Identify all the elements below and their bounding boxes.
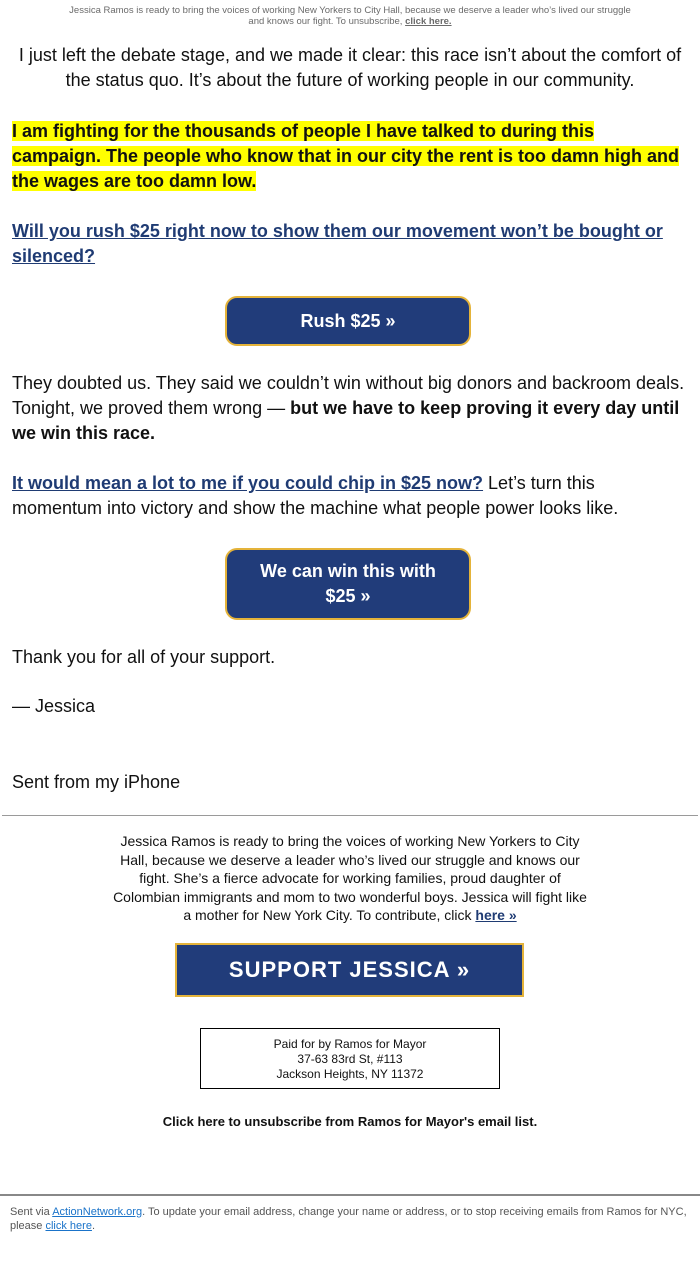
bottom-divider [0,1194,700,1196]
win-with-25-button[interactable]: We can win this with $25 » [225,548,471,620]
intro-paragraph: I just left the debate stage, and we made it clear: this race isn’t about the comfort of the status quo. It’s about the future of working people in our community. [18,45,682,90]
preheader [60,5,640,27]
ask-paragraph-1 [12,219,688,269]
ask-paragraph-2 [12,471,688,521]
divider [2,815,698,816]
rush-25-button[interactable]: Rush $25 » [225,296,471,346]
unsubscribe-row [0,1114,700,1129]
donate-link-rush-25[interactable]: Will you rush $25 right now to show them our movement won’t be bought or silenced? [12,221,663,266]
doubt-paragraph [12,371,688,446]
paid-for-box [200,1028,500,1089]
update-preferences-link[interactable]: click here [45,1220,92,1232]
thanks-text: Thank you for all of your support. [12,647,276,667]
address-line: 37-63 83rd St, #113 [297,1052,403,1066]
highlighted-text: I am fighting for the thousands of people I have talked to during this campaign. The people who know that in our city the rent is too damn high and the wages are too damn low. [12,121,680,191]
unsubscribe-link[interactable]: Click here to unsubscribe from Ramos for Mayor's email list. [162,1114,538,1129]
preheader-text: Jessica Ramos is ready to bring the voices of working New Yorkers to City Hall, because we deserve a leader who’s lived our struggle and knows our fight. To unsubscribe, [69,5,631,27]
actionnetwork-link[interactable]: ActionNetwork.org [52,1206,143,1218]
signoff-text: — Jessica [12,696,96,716]
contribute-here-link[interactable]: here » [475,907,517,923]
support-jessica-button[interactable]: SUPPORT JESSICA » [175,943,524,997]
ask-paragraph-2-text: Let’s turn this momentum into victory and show the machine what people power looks like. [12,473,619,518]
sent-via-prefix: Sent via [10,1206,53,1218]
preheader-unsubscribe-link[interactable]: click here. [405,16,452,27]
highlight-paragraph [12,119,688,194]
city-line: Jackson Heights, NY 11372 [276,1067,424,1081]
sent-via-middle: . To update your email address, change your name or address, or to stop receiving emails from Ramos for NYC, please [10,1206,687,1232]
footer-bio [110,832,590,925]
sent-via-suffix: . [91,1220,96,1232]
donate-link-chip-in-25[interactable]: It would mean a lot to me if you could chip in $25 now? [12,473,484,493]
sent-via-footer [10,1205,692,1233]
sent-from-text: Sent from my iPhone [12,772,181,792]
paid-for-line: Paid for by Ramos for Mayor [273,1037,427,1051]
doubt-text: They doubted us. They said we couldn’t win without big donors and backroom deals. Tonight, we proved them wrong — [12,373,685,418]
doubt-bold-text: but we have to keep proving it every day until we win this race. [12,398,680,443]
footer-bio-text: Jessica Ramos is ready to bring the voices of working New Yorkers to City Hall, because we deserve a leader who’s lived our struggle and knows our fight. She’s a fierce advocate for working families, proud daughter of Colombian immigrants and mom to two wonderful boys. Jessica will fight like a mother for New York City. To contribute, click [113,833,587,923]
